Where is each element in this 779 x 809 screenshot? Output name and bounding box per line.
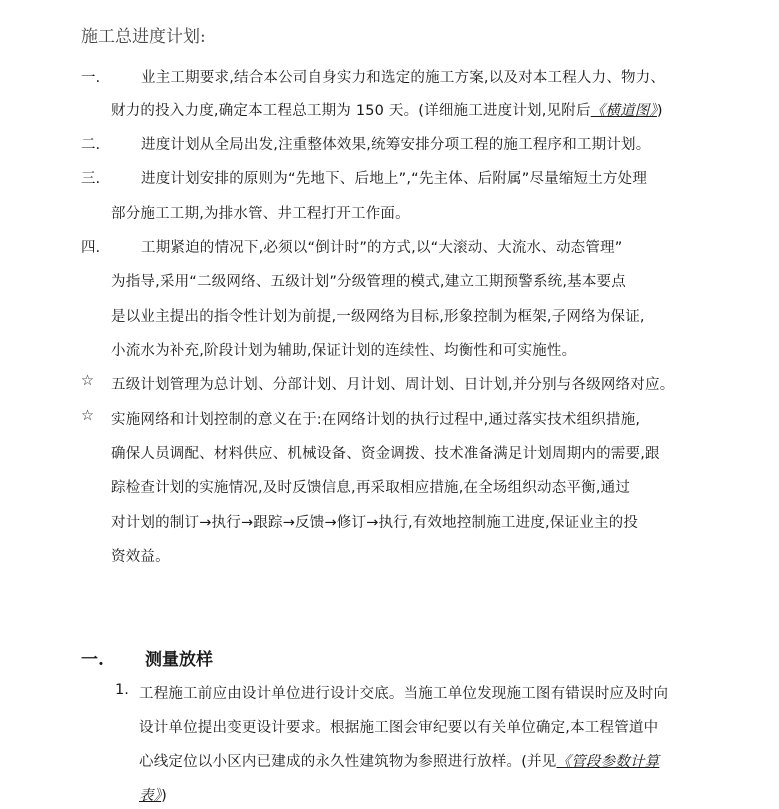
item-line: 对计划的制订→执行→跟踪→反馈→修订→执行,有效地控制施工进度,保证业主的投 [111, 515, 639, 531]
item-marker: 四. [81, 240, 101, 256]
subitem-marker: 1. [115, 682, 129, 698]
item-line: 确保人员调配、材料供应、机械设备、资金调拨、技术准备满足计划周期内的需要,跟 [111, 446, 660, 462]
item-line: 资效益。 [111, 549, 170, 565]
item-line: 部分施工工期,为排水管、井工程打开工作面。 [111, 206, 410, 222]
item-line: 进度计划从全局出发,注重整体效果,统筹安排分项工程的施工程序和工期计划。 [141, 137, 651, 153]
item-marker: 一. [81, 70, 101, 86]
pipe-parameter-table-reference: 《管段参数计算 [556, 754, 660, 770]
subitem-line [139, 784, 167, 805]
subitem-text: 心线定位以小区内已建成的永久性建筑物为参照进行放样。(并见 [139, 754, 557, 770]
item-line: 踪检查计划的实施情况,及时反馈信息,再采取相应措施,在全场组织动态平衡,通过 [111, 480, 631, 496]
star-icon: ☆ [81, 408, 94, 424]
item-line: 为指导,采用“二级网络、五级计划”分级管理的模式,建立工期预警系统,基本要点 [111, 274, 626, 290]
item-line: 业主工期要求,结合本公司自身实力和选定的施工方案,以及对本工程人力、物力、 [141, 70, 666, 86]
subitem-line: 设计单位提出变更设计要求。根据施工图会审纪要以有关单位确定,本工程管道中 [139, 720, 659, 736]
paren-close: ) [161, 788, 168, 804]
item-line: 进度计划安排的原则为“先地下、后地上”,“先主体、后附属”尽量缩短土方处理 [141, 171, 648, 187]
item-line: 是以业主提出的指令性计划为前提,一级网络为目标,形象控制为框架,子网络为保证, [111, 309, 645, 325]
paren-close: ) [656, 103, 663, 119]
item-line [111, 99, 663, 120]
item-marker: 三. [81, 171, 101, 187]
section-heading [81, 645, 213, 670]
item-text: 财力的投入力度,确定本工程总工期为 150 天。(详细施工进度计划,见附后 [111, 103, 591, 119]
page-title: 施工总进度计划: [81, 27, 206, 47]
item-line: 实施网络和计划控制的意义在于:在网络计划的执行过程中,通过落实技术组织措施, [111, 412, 641, 428]
star-icon: ☆ [81, 373, 94, 389]
item-line: 小流水为补充,阶段计划为辅助,保证计划的连续性、均衡性和可实施性。 [111, 343, 577, 359]
section-title: 测量放样 [145, 650, 213, 670]
pipe-parameter-table-reference-end: 表》 [139, 788, 162, 804]
section-number: 一. [81, 650, 104, 670]
item-marker: 二. [81, 137, 101, 153]
item-line: 五级计划管理为总计划、分部计划、月计划、周计划、日计划,并分别与各级网络对应。 [111, 377, 675, 393]
gantt-chart-reference: 《横道图》 [590, 103, 657, 119]
subitem-line: 工程施工前应由设计单位进行设计交底。当施工单位发现施工图有错误时应及时向 [139, 686, 669, 702]
item-line: 工期紧迫的情况下,必须以“倒计时”的方式,以“大滚动、大流水、动态管理” [141, 240, 623, 256]
subitem-line [139, 750, 659, 771]
